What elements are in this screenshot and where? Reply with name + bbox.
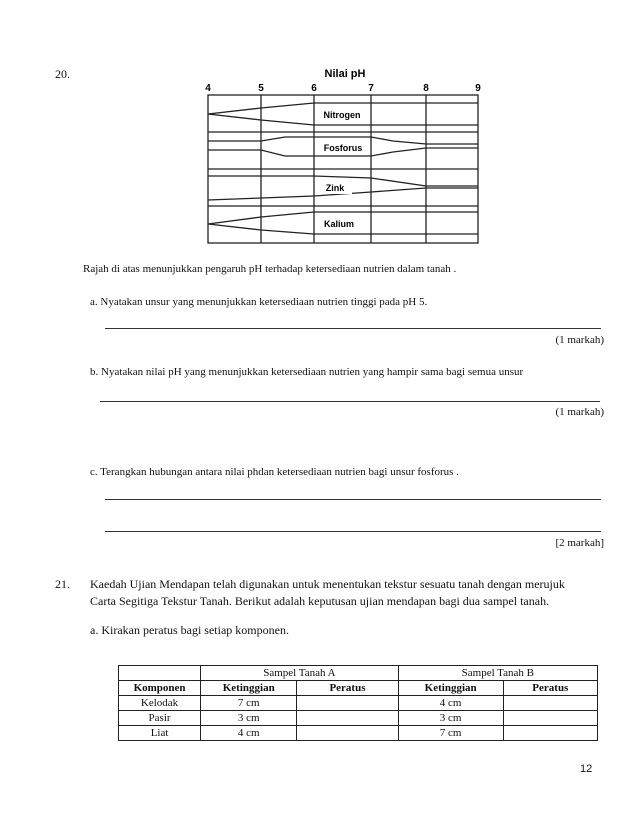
header-komponen: Komponen — [119, 681, 201, 696]
ph-nutrient-diagram — [195, 62, 500, 252]
cell-height-a: 4 cm — [201, 726, 297, 741]
table-row — [119, 711, 598, 726]
q21a-question: a. Kirakan peratus bagi setiap komponen. — [90, 623, 289, 637]
question-number-21: 21. — [55, 577, 70, 591]
table-row — [119, 696, 598, 711]
band-label-zink: Zink — [325, 183, 345, 193]
sample-a-header: Sampel Tanah A — [201, 666, 399, 681]
sample-b-header: Sampel Tanah B — [398, 666, 597, 681]
band-label-fosforus: Fosforus — [323, 143, 363, 153]
cell-percent-a[interactable] — [297, 711, 398, 726]
question-number-20: 20. — [55, 67, 70, 81]
q21-text-line-2: Carta Segitiga Tekstur Tanah. Berikut adalah keputusan ujian mendapan bagi dua sampel tanah. — [90, 594, 550, 608]
cell-height-a: 7 cm — [201, 696, 297, 711]
band-label-kalium: Kalium — [323, 219, 355, 229]
sediment-results-table — [118, 665, 598, 741]
q20a-answer-line[interactable] — [105, 328, 601, 329]
cell-height-b: 3 cm — [398, 711, 503, 726]
cell-percent-b[interactable] — [503, 711, 597, 726]
q20a-marks: (1 markah) — [555, 334, 604, 346]
q20c-answer-line-1[interactable] — [105, 499, 601, 500]
cell-height-a: 3 cm — [201, 711, 297, 726]
table-row — [119, 726, 598, 741]
ph-tick-7: 7 — [368, 83, 374, 94]
header-ketinggian-b: Ketinggian — [398, 681, 503, 696]
q20c-answer-line-2[interactable] — [105, 531, 601, 532]
header-peratus-a: Peratus — [297, 681, 398, 696]
q20b-marks: (1 markah) — [555, 406, 604, 418]
ph-tick-6: 6 — [311, 83, 317, 94]
q20a-question: a. Nyatakan unsur yang menunjukkan ketersediaan nutrien tinggi pada pH 5. — [90, 296, 428, 308]
cell-percent-a[interactable] — [297, 696, 398, 711]
header-peratus-b: Peratus — [503, 681, 597, 696]
diagram-title: Nilai pH — [324, 68, 366, 80]
q20b-answer-line[interactable] — [100, 401, 600, 402]
q21-text-line-1: Kaedah Ujian Mendapan telah digunakan untuk menentukan tekstur sesuatu tanah dengan merujuk — [90, 577, 565, 591]
table-group-header-row — [119, 666, 598, 681]
cell-height-b: 7 cm — [398, 726, 503, 741]
q20c-question: c. Terangkan hubungan antara nilai phdan ketersediaan nutrien bagi unsur fosforus . — [90, 466, 459, 478]
cell-component: Kelodak — [119, 696, 201, 711]
cell-percent-b[interactable] — [503, 726, 597, 741]
cell-component: Liat — [119, 726, 201, 741]
page-number: 12 — [580, 763, 593, 775]
ph-tick-9: 9 — [475, 83, 481, 94]
cell-height-b: 4 cm — [398, 696, 503, 711]
cell-percent-b[interactable] — [503, 696, 597, 711]
band-label-nitrogen: Nitrogen — [323, 110, 361, 120]
cell-component: Pasir — [119, 711, 201, 726]
q20c-marks: [2 markah] — [555, 537, 604, 549]
cell-percent-a[interactable] — [297, 726, 398, 741]
table-column-header-row — [119, 681, 598, 696]
ph-tick-5: 5 — [258, 83, 264, 94]
ph-tick-4: 4 — [205, 83, 211, 94]
q20b-question: b. Nyatakan nilai pH yang menunjukkan ketersediaan nutrien yang hampir sama bagi semua unsur — [90, 366, 524, 378]
header-ketinggian-a: Ketinggian — [201, 681, 297, 696]
ph-tick-8: 8 — [423, 83, 429, 94]
q20-intro: Rajah di atas menunjukkan pengaruh pH terhadap ketersediaan nutrien dalam tanah . — [83, 263, 457, 275]
